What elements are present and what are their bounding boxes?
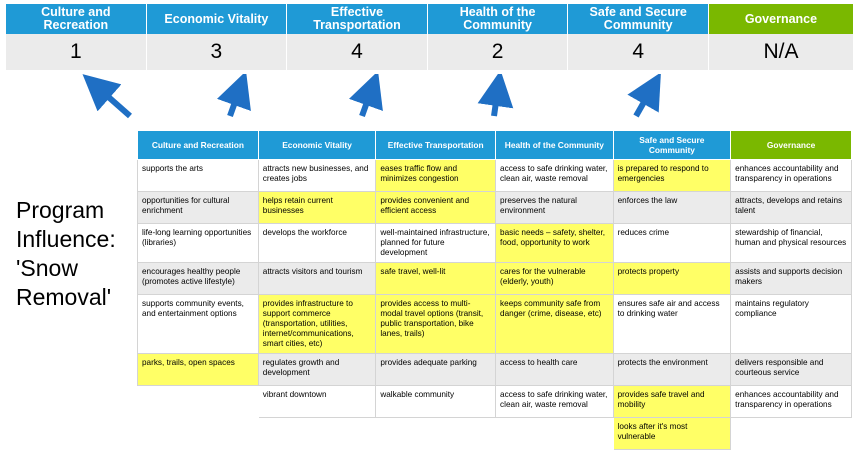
arrow-up-icon-2 (230, 88, 240, 116)
matrix-header-governance: Governance (731, 131, 852, 160)
matrix-cell: enforces the law (613, 192, 731, 224)
matrix-cell: encourages healthy people (promotes active lifestyle) (138, 263, 259, 295)
matrix-cell: attracts, develops and retains talent (731, 192, 852, 224)
banner-column-safe-and-secure-community (568, 4, 709, 70)
matrix-cell: access to safe drinking water, clean air, waste removal (496, 386, 614, 418)
matrix-cell: protects property (613, 263, 731, 295)
matrix-cell: parks, trails, open spaces (138, 354, 259, 386)
matrix-cell: keeps community safe from danger (crime, disease, etc) (496, 295, 614, 354)
banner-score-safe-and-secure-community: 4 (568, 34, 709, 70)
score-banner (6, 4, 853, 70)
matrix-cell: provides adequate parking (376, 354, 496, 386)
matrix-cell: cares for the vulnerable (elderly, youth) (496, 263, 614, 295)
banner-column-governance (709, 4, 853, 70)
matrix-cell: helps retain current businesses (258, 192, 376, 224)
banner-score-governance: N/A (709, 34, 853, 70)
matrix-cell: basic needs – safety, shelter, food, opportunity to work (496, 224, 614, 263)
banner-column-health-of-the-community (428, 4, 569, 70)
banner-header-effective-transportation: Effective Transportation (287, 4, 428, 34)
matrix-cell-empty (496, 418, 614, 450)
table-row (138, 192, 852, 224)
table-row (138, 224, 852, 263)
arrow-up-icon-3 (362, 88, 372, 116)
matrix-header-economic-vitality: Economic Vitality (258, 131, 376, 160)
matrix-cell-empty (138, 418, 259, 450)
matrix-cell-empty (138, 386, 259, 418)
influence-matrix (137, 130, 852, 450)
matrix-cell: develops the workforce (258, 224, 376, 263)
table-row (138, 160, 852, 192)
matrix-cell-empty (258, 418, 376, 450)
matrix-cell: safe travel, well-lit (376, 263, 496, 295)
matrix-cell: life-long learning opportunities (libraries) (138, 224, 259, 263)
matrix-cell: preserves the natural environment (496, 192, 614, 224)
table-row (138, 263, 852, 295)
matrix-cell: well-maintained infrastructure, planned for future development (376, 224, 496, 263)
matrix-cell: attracts new businesses, and creates jobs (258, 160, 376, 192)
matrix-cell: eases traffic flow and minimizes congestion (376, 160, 496, 192)
matrix-cell: provides safe travel and mobility (613, 386, 731, 418)
table-row (138, 295, 852, 354)
program-influence-caption: Program Influence: 'Snow Removal' (16, 197, 116, 310)
arrow-up-icon-5 (636, 88, 652, 116)
table-row (138, 418, 852, 450)
banner-header-culture-and-recreation: Culture and Recreation (6, 4, 147, 34)
matrix-cell: is prepared to respond to emergencies (613, 160, 731, 192)
matrix-cell: provides infrastructure to support commerce (transportation, utilities, internet/communications, smart cities, etc) (258, 295, 376, 354)
matrix-cell: stewardship of financial, human and physical resources (731, 224, 852, 263)
matrix-cell: attracts visitors and tourism (258, 263, 376, 295)
matrix-cell-empty (731, 418, 852, 450)
matrix-cell: supports community events, and entertainment options (138, 295, 259, 354)
table-row (138, 386, 852, 418)
matrix-cell: protects the environment (613, 354, 731, 386)
matrix-header-safe-and-secure-community: Safe and Secure Community (613, 131, 731, 160)
matrix-cell: assists and supports decision makers (731, 263, 852, 295)
matrix-header-effective-transportation: Effective Transportation (376, 131, 496, 160)
table-row (138, 354, 852, 386)
matrix-cell: enhances accountability and transparency in operations (731, 386, 852, 418)
banner-header-safe-and-secure-community: Safe and Secure Community (568, 4, 709, 34)
banner-header-economic-vitality: Economic Vitality (147, 4, 288, 34)
banner-column-effective-transportation (287, 4, 428, 70)
arrow-up-icon-1 (96, 86, 130, 116)
matrix-cell: maintains regulatory compliance (731, 295, 852, 354)
banner-column-culture-and-recreation (6, 4, 147, 70)
matrix-cell: delivers responsible and courteous service (731, 354, 852, 386)
matrix-cell: provides access to multi-modal travel options (transit, public transportation, bike lanes, trails) (376, 295, 496, 354)
matrix-cell: reduces crime (613, 224, 731, 263)
matrix-cell: opportunities for cultural enrichment (138, 192, 259, 224)
matrix-header-culture-and-recreation: Culture and Recreation (138, 131, 259, 160)
arrow-group (0, 74, 859, 132)
matrix-cell: regulates growth and development (258, 354, 376, 386)
matrix-cell: walkable community (376, 386, 496, 418)
matrix-cell: looks after it's most vulnerable (613, 418, 731, 450)
matrix-cell: provides convenient and efficient access (376, 192, 496, 224)
matrix-header-row (138, 131, 852, 160)
matrix-cell: enhances accountability and transparency in operations (731, 160, 852, 192)
matrix-cell-empty (376, 418, 496, 450)
banner-score-effective-transportation: 4 (287, 34, 428, 70)
arrow-up-icon-4 (494, 88, 498, 116)
matrix-cell: access to safe drinking water, clean air, waste removal (496, 160, 614, 192)
banner-score-economic-vitality: 3 (147, 34, 288, 70)
matrix-cell: vibrant downtown (258, 386, 376, 418)
matrix-cell: access to health care (496, 354, 614, 386)
matrix-cell: ensures safe air and access to drinking water (613, 295, 731, 354)
banner-score-culture-and-recreation: 1 (6, 34, 147, 70)
banner-score-health-of-the-community: 2 (428, 34, 569, 70)
banner-header-governance: Governance (709, 4, 853, 34)
matrix-cell: supports the arts (138, 160, 259, 192)
banner-header-health-of-the-community: Health of the Community (428, 4, 569, 34)
banner-column-economic-vitality (147, 4, 288, 70)
matrix-header-health-of-the-community: Health of the Community (496, 131, 614, 160)
